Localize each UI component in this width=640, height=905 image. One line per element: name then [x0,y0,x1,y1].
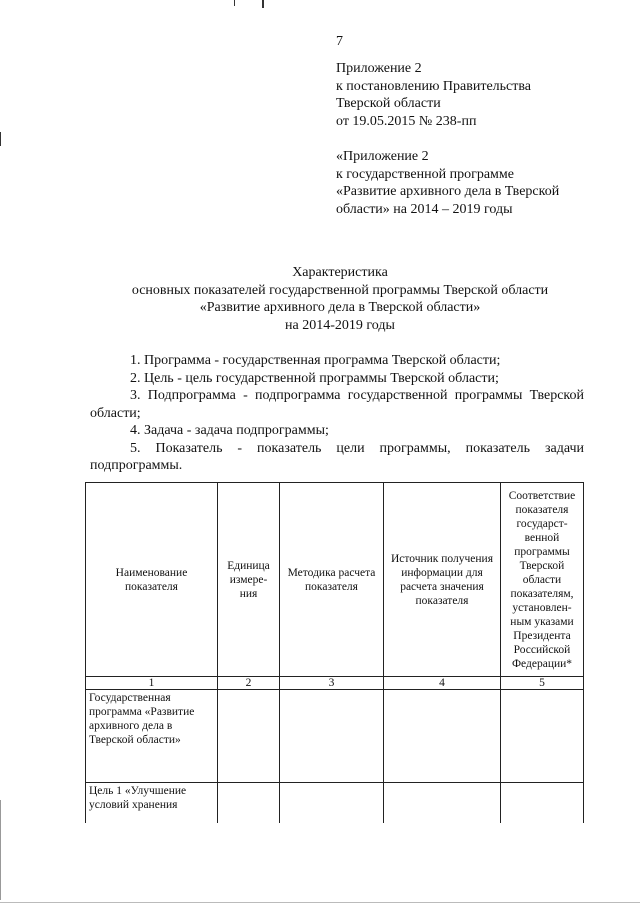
column-number: 4 [384,677,501,690]
definitions-list [90,352,584,475]
page-number: 7 [336,34,343,49]
table-cell [501,690,584,783]
scan-mark [262,0,264,8]
table-cell [218,690,280,783]
table-cell [384,783,501,824]
indicators-table [85,482,584,823]
table-cell [384,690,501,783]
scan-mark [0,902,640,903]
document-title [90,264,590,334]
scan-mark [0,800,1,900]
column-number: 2 [218,677,280,690]
appendix-line: Тверской области [336,96,441,111]
program-appendix-reference [336,148,559,218]
column-header: Соответствие показателя государст-венной программы Тверской области показателям, установлен-ным указами Президента Российской Федерации* [501,483,584,677]
appendix-quote-line: «Приложение 2 [336,149,429,164]
column-number: 5 [501,677,584,690]
table-header-row [86,483,584,677]
table-cell [501,783,584,824]
appendix-line: Приложение 2 [336,61,422,76]
table-cell: Государственная программа «Развитие архивного дела в Тверской области» [86,690,218,783]
scan-mark [234,0,235,6]
definition-item: 1. Программа - государственная программа Тверской области; [130,353,501,368]
definition-item: 2. Цель - цель государственной программы Тверской области; [130,370,499,386]
table-cell [280,783,384,824]
column-number: 3 [280,677,384,690]
title-line: основных показателей государственной программы Тверской области [131,282,549,298]
appendix-line: к постановлению Правительства [336,78,532,94]
column-number: 1 [86,677,218,690]
table-row [86,690,584,783]
table-cell [218,783,280,824]
column-header: Единица измере-ния [218,483,280,677]
definition-item: 5. Показатель - показатель цели программы, показатель задачи подпрограммы. [90,440,584,473]
definition-item: 4. Задача - задача подпрограммы; [130,423,329,438]
scan-mark [0,132,1,146]
title-line: Характеристика [292,265,388,280]
column-header: Источник получения информации для расчета значения показателя [384,483,501,677]
appendix-line: от 19.05.2015 № 238-пп [336,113,477,129]
appendix-quote-line: области» на 2014 – 2019 годы [336,201,513,217]
title-line: «Развитие архивного дела в Тверской области» [199,300,481,315]
appendix-quote-line: «Развитие архивного дела в Тверской [336,184,560,199]
table-row [86,783,584,824]
title-line: на 2014-2019 годы [285,317,395,333]
definition-item: 3. Подпрограмма - подпрограмма государственной программы Тверской области; [90,388,584,421]
column-number-row [86,677,584,690]
appendix-reference [336,60,531,130]
appendix-quote-line: к государственной программе [336,166,514,182]
table-cell: Цель 1 «Улучшение условий хранения [86,783,218,824]
table-cell [280,690,384,783]
column-header: Методика расчета показателя [280,483,384,677]
column-header: Наименование показателя [86,483,218,677]
